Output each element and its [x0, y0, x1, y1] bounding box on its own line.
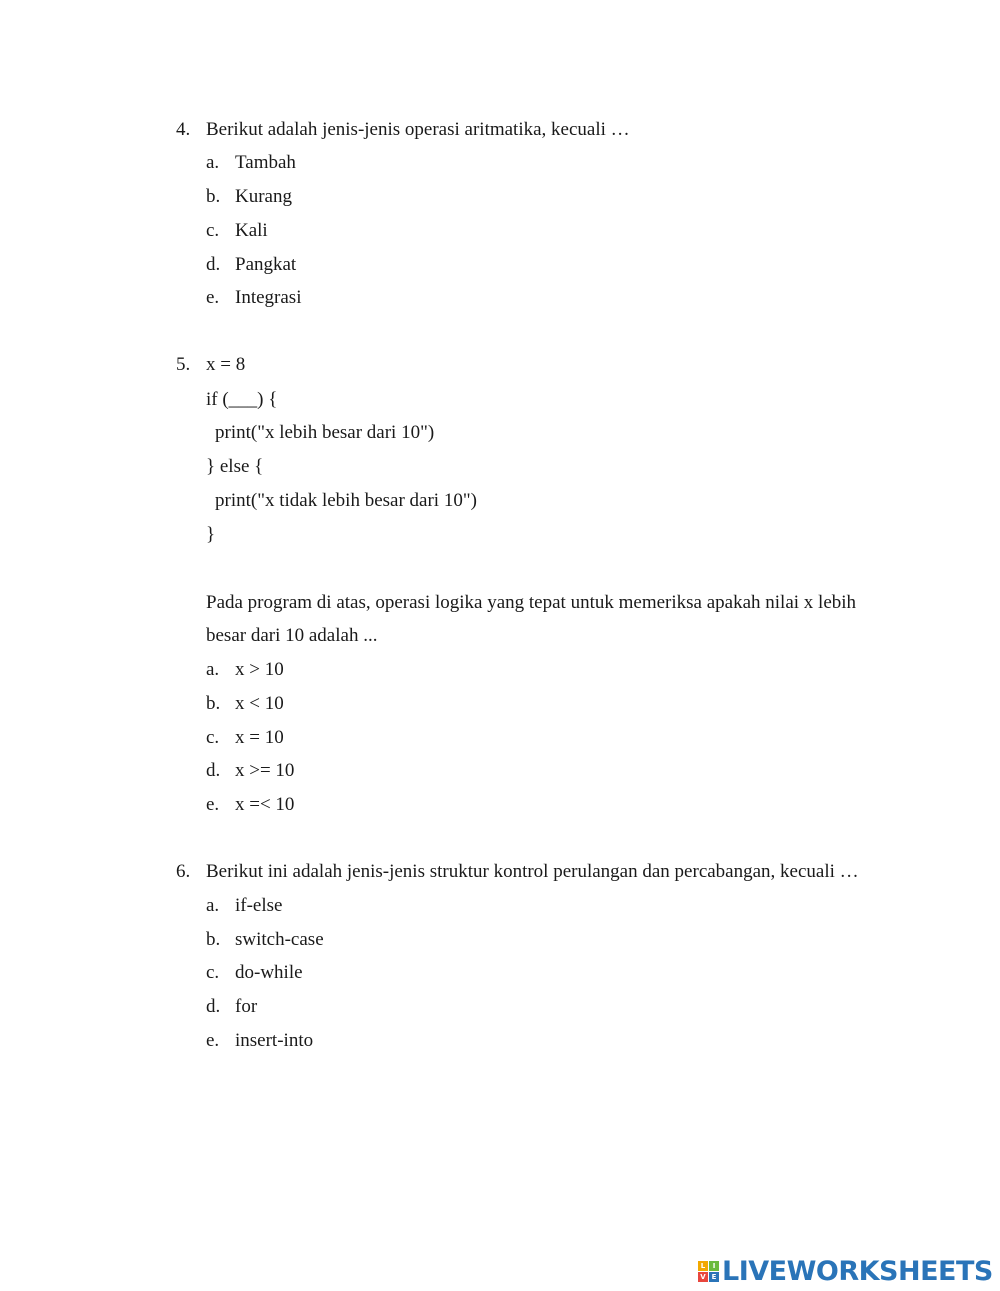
q5-option-c-letter: c.	[206, 727, 220, 748]
logo-mark-letter-e: E	[709, 1272, 719, 1282]
q4-option-b-letter: b.	[206, 186, 221, 207]
q5-option-b-letter: b.	[206, 693, 221, 714]
q5-code-line-4: } else {	[206, 456, 264, 477]
q4-option-c-text[interactable]: Kali	[235, 220, 268, 241]
q6-option-a-text[interactable]: if-else	[235, 895, 283, 916]
q5-option-a-text[interactable]: x > 10	[235, 659, 284, 680]
question-6-stem: Berikut ini adalah jenis-jenis struktur kontrol perulangan dan percabangan, kecuali …	[206, 861, 859, 882]
q5-option-d-text[interactable]: x >= 10	[235, 760, 295, 781]
q6-option-a-letter: a.	[206, 895, 220, 916]
liveworksheets-logo-icon	[698, 1261, 719, 1282]
q5-code-line-6: }	[206, 524, 216, 545]
q6-option-b-text[interactable]: switch-case	[235, 929, 324, 950]
q5-option-e-letter: e.	[206, 794, 220, 815]
q5-option-e-text[interactable]: x =< 10	[235, 794, 295, 815]
liveworksheets-logo-text: LIVEWORKSHEETS	[722, 1255, 993, 1287]
logo-mark-letter-i: I	[709, 1261, 719, 1271]
q6-option-d-letter: d.	[206, 996, 221, 1017]
liveworksheets-logo	[698, 1256, 993, 1286]
q4-option-e-letter: e.	[206, 287, 220, 308]
q5-code-line-5: print("x tidak lebih besar dari 10")	[215, 490, 477, 511]
question-4-number: 4.	[176, 119, 191, 140]
question-6-number: 6.	[176, 861, 191, 882]
q4-option-e-text[interactable]: Integrasi	[235, 287, 302, 308]
question-5-stem-line-1: Pada program di atas, operasi logika yang tepat untuk memeriksa apakah nilai x lebih	[206, 592, 857, 613]
q6-option-c-letter: c.	[206, 962, 220, 983]
q5-option-b-text[interactable]: x < 10	[235, 693, 284, 714]
question-5-number: 5.	[176, 354, 191, 375]
q6-option-d-text[interactable]: for	[235, 996, 258, 1017]
q5-code-line-3: print("x lebih besar dari 10")	[215, 422, 435, 443]
question-4-stem: Berikut adalah jenis-jenis operasi aritmatika, kecuali …	[206, 119, 630, 140]
question-5-stem-line-2: besar dari 10 adalah ...	[206, 625, 378, 646]
q6-option-e-text[interactable]: insert-into	[235, 1030, 314, 1051]
q4-option-a-text[interactable]: Tambah	[235, 152, 296, 173]
q4-option-a-letter: a.	[206, 152, 220, 173]
q6-option-e-letter: e.	[206, 1030, 220, 1051]
q4-option-c-letter: c.	[206, 220, 220, 241]
q5-option-d-letter: d.	[206, 760, 221, 781]
q4-option-d-letter: d.	[206, 254, 221, 275]
q5-option-a-letter: a.	[206, 659, 220, 680]
logo-mark-letter-v: V	[698, 1272, 708, 1282]
logo-mark-letter-l: L	[698, 1261, 708, 1271]
q5-code-line-1: x = 8	[206, 354, 246, 375]
q4-option-d-text[interactable]: Pangkat	[235, 254, 297, 275]
q6-option-c-text[interactable]: do-while	[235, 962, 303, 983]
q6-option-b-letter: b.	[206, 929, 221, 950]
q4-option-b-text[interactable]: Kurang	[235, 186, 292, 207]
q5-option-c-text[interactable]: x = 10	[235, 727, 284, 748]
q5-code-line-2: if (___) {	[206, 389, 278, 410]
